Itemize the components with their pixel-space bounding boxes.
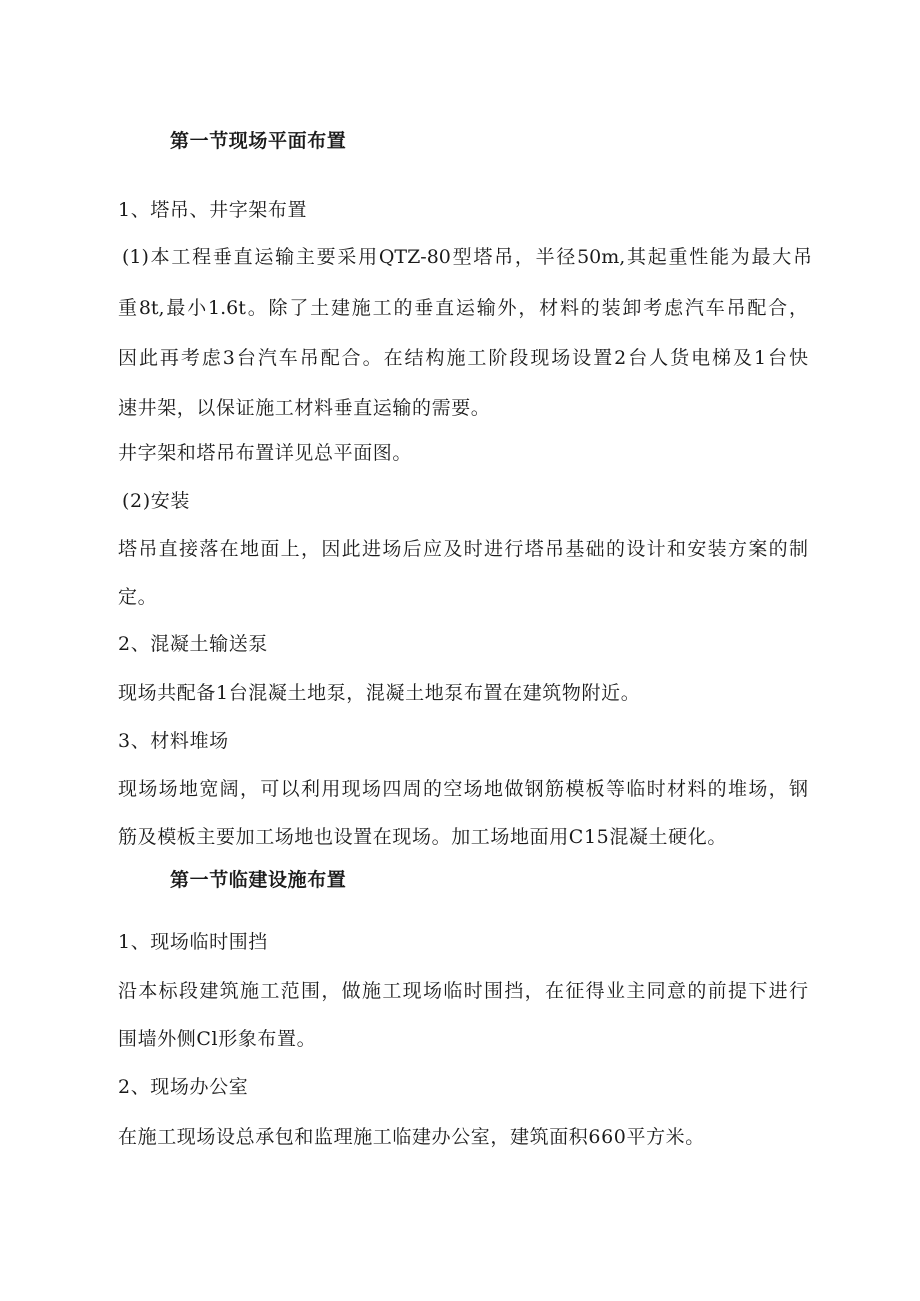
section-heading-site-layout: 第一节现场平面布置: [170, 130, 347, 152]
paragraph-line: 在施工现场设总承包和监理施工临建办公室，建筑面积660平方米。: [118, 1126, 705, 1148]
paragraph-line: 筋及模板主要加工场地也设置在现场。加工场地面用C15混凝土硬化。: [118, 826, 727, 848]
item-title-tower-crane: 1、塔吊、井字架布置: [118, 199, 308, 221]
paragraph-line: 沿本标段建筑施工范围，做施工现场临时围挡，在征得业主同意的前提下进行: [118, 980, 808, 1002]
paragraph-line: 塔吊直接落在地面上，因此进场后应及时进行塔吊基础的设计和安装方案的制: [118, 538, 808, 560]
item-title-concrete-pump: 2、混凝土输送泵: [118, 633, 268, 655]
paragraph-line: 速井架，以保证施工材料垂直运输的需要。: [118, 397, 491, 419]
item-title-temporary-fence: 1、现场临时围挡: [118, 931, 268, 953]
item-title-site-office: 2、现场办公室: [118, 1076, 249, 1098]
paragraph-line: (1)本工程垂直运输主要采用QTZ-80型塔吊，半径50m,其起重性能为最大吊: [122, 246, 812, 268]
sub-title-installation: (2)安装: [122, 490, 190, 512]
item-title-material-yard: 3、材料堆场: [118, 730, 229, 752]
paragraph-line: 定。: [118, 586, 158, 608]
paragraph-line: 围墙外侧Cl形象布置。: [118, 1028, 317, 1050]
paragraph-line: 现场场地宽阔，可以利用现场四周的空场地做钢筋模板等临时材料的堆场，钢: [118, 778, 808, 800]
section-heading-temporary-facilities: 第一节临建设施布置: [170, 869, 347, 891]
paragraph-note: 井字架和塔吊布置详见总平面图。: [118, 442, 413, 464]
paragraph-line: 因此再考虑3台汽车吊配合。在结构施工阶段现场设置2台人货电梯及1台快: [118, 347, 808, 369]
paragraph-line: 现场共配备1台混凝土地泵，混凝土地泵布置在建筑物附近。: [118, 682, 641, 704]
paragraph-line: 重8t,最小1.6t。除了土建施工的垂直运输外，材料的装卸考虑汽车吊配合，: [118, 297, 808, 319]
